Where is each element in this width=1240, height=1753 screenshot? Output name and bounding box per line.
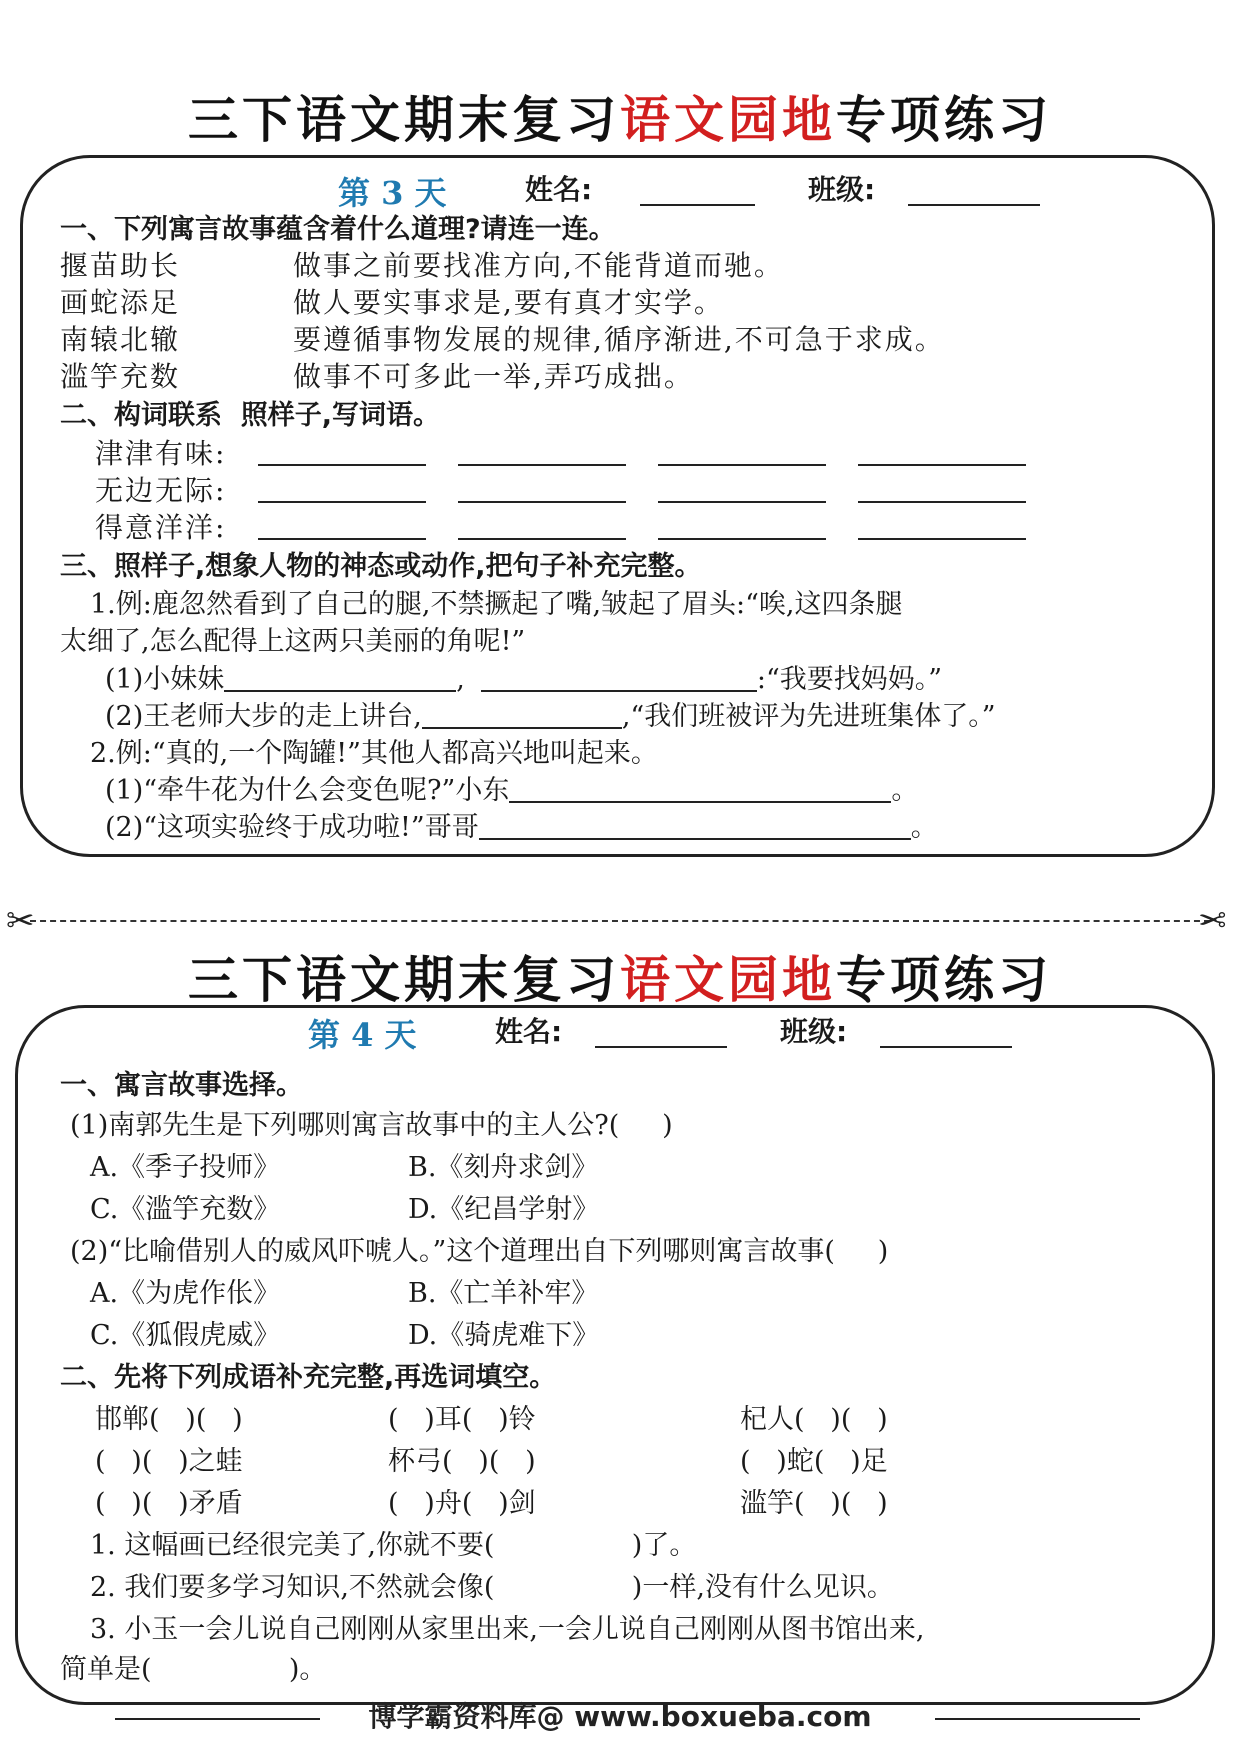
- sheet1-name-label: 姓名:: [525, 173, 593, 206]
- sheet2-fill-3-line2: 简单是( )。: [60, 1654, 327, 1685]
- sheet1-question-2: (2)王老师大步的走上讲台, ,“我们班被评为先进班集体了。”: [105, 701, 996, 732]
- answer-blank[interactable]: [422, 727, 622, 729]
- idiom-fill[interactable]: 滥竽( )( ): [740, 1488, 888, 1519]
- word-blank[interactable]: [858, 538, 1026, 540]
- idiom-fill[interactable]: ( )( )矛盾: [95, 1488, 243, 1519]
- sheet1-example1-line2: 太细了,怎么配得上这两只美丽的角呢!”: [60, 626, 526, 657]
- idiom-fill[interactable]: ( )蛇( )足: [740, 1446, 888, 1477]
- sheet2-q1-option-d[interactable]: D.《纪昌学射》: [408, 1194, 600, 1225]
- sheet2-question-2: (2)“比喻借别人的威风吓唬人。”这个道理出自下列哪则寓言故事( ): [70, 1236, 889, 1267]
- answer-blank[interactable]: [479, 838, 911, 840]
- sheet1-example1-line1: 1.例:鹿忽然看到了自己的腿,不禁撅起了嘴,皱起了眉头:“唉,这四条腿: [90, 589, 903, 620]
- sheet1-section3-heading: 三、照样子,想象人物的神态或动作,把句子补充完整。: [60, 551, 702, 582]
- sheet2-section1-heading: 一、寓言故事选择。: [60, 1070, 303, 1101]
- idiom-fill[interactable]: ( )舟( )剑: [388, 1488, 536, 1519]
- sheet1-meaning-2: 做人要实事求是,要有真才实学。: [293, 286, 724, 319]
- sheet2-q2-option-a[interactable]: A.《为虎作伥》: [90, 1278, 281, 1309]
- sheet1-class-blank[interactable]: [908, 204, 1040, 206]
- sheet2-q2-option-b[interactable]: B.《亡羊补牢》: [408, 1278, 599, 1309]
- sheet1-name-blank[interactable]: [640, 204, 755, 206]
- answer-blank[interactable]: [509, 801, 891, 803]
- sheet1-idiom-1: 揠苗助长: [60, 249, 181, 282]
- word-blank[interactable]: [458, 464, 626, 466]
- sheet1-word-2: 无边无际:: [95, 474, 227, 507]
- footer-watermark: 博学霸资料库@ www.boxueba.com: [368, 1700, 872, 1733]
- sheet1-section1-heading: 一、下列寓言故事蕴含着什么道理?请连一连。: [60, 214, 616, 245]
- sheet2-q2-option-c[interactable]: C.《狐假虎威》: [90, 1320, 281, 1351]
- sheet1-example2: 2.例:“真的,一个陶罐!”其他人都高兴地叫起来。: [90, 738, 658, 769]
- cut-line: [30, 920, 1210, 922]
- word-blank[interactable]: [658, 464, 826, 466]
- word-blank[interactable]: [258, 464, 426, 466]
- sheet2-fill-1: 1. 这幅画已经很完美了,你就不要( )了。: [90, 1530, 697, 1561]
- word-blank[interactable]: [858, 464, 1026, 466]
- idiom-fill[interactable]: ( )( )之蛙: [95, 1446, 243, 1477]
- word-blank[interactable]: [458, 501, 626, 503]
- word-blank[interactable]: [258, 501, 426, 503]
- answer-blank[interactable]: [481, 690, 757, 692]
- sheet2-name-label: 姓名:: [495, 1015, 563, 1048]
- sheet1-meaning-3: 要遵循事物发展的规律,循序渐进,不可急于求成。: [293, 323, 945, 356]
- sheet2-question-1: (1)南郭先生是下列哪则寓言故事中的主人公?( ): [70, 1110, 673, 1141]
- sheet2-q1-option-c[interactable]: C.《滥竽充数》: [90, 1194, 281, 1225]
- sheet2-section2-heading: 二、先将下列成语补充完整,再选词填空。: [60, 1362, 557, 1393]
- sheet1-idiom-3: 南辕北辙: [60, 323, 181, 356]
- sheet1-idiom-2: 画蛇添足: [60, 286, 181, 319]
- sheet2-day: 第 4 天: [308, 1016, 417, 1054]
- sheet1-meaning-1: 做事之前要找准方向,不能背道而驰。: [293, 249, 784, 282]
- sheet1-word-3: 得意洋洋:: [95, 511, 227, 544]
- sheet1-meaning-4: 做事不可多此一举,弄巧成拙。: [293, 360, 694, 393]
- sheet1-idiom-4: 滥竽充数: [60, 360, 181, 393]
- footer-rule-right: [935, 1718, 1140, 1720]
- scissors-icon: ✂: [6, 901, 35, 941]
- sheet1-day: 第 3 天: [338, 174, 447, 212]
- sheet2-name-blank[interactable]: [595, 1046, 727, 1048]
- answer-blank[interactable]: [224, 690, 456, 692]
- sheet1-question-1: (1)小妹妹 , :“我要找妈妈。”: [105, 664, 943, 695]
- idiom-fill[interactable]: 杯弓( )( ): [388, 1446, 536, 1477]
- word-blank[interactable]: [658, 501, 826, 503]
- sheet1-question-3: (1)“牵牛花为什么会变色呢?”小东 。: [105, 775, 919, 806]
- sheet2-class-blank[interactable]: [880, 1046, 1012, 1048]
- word-blank[interactable]: [258, 538, 426, 540]
- word-blank[interactable]: [858, 501, 1026, 503]
- word-blank[interactable]: [458, 538, 626, 540]
- sheet1-class-label: 班级:: [808, 173, 876, 206]
- sheet1-title: 三下语文期末复习语文园地专项练习: [188, 91, 1052, 149]
- idiom-fill[interactable]: 邯郸( )( ): [95, 1404, 243, 1435]
- sheet2-q2-option-d[interactable]: D.《骑虎难下》: [408, 1320, 600, 1351]
- sheet2-title: 三下语文期末复习语文园地专项练习: [188, 951, 1052, 1009]
- sheet2-class-label: 班级:: [780, 1015, 848, 1048]
- idiom-fill[interactable]: ( )耳( )铃: [388, 1404, 536, 1435]
- idiom-fill[interactable]: 杞人( )( ): [740, 1404, 888, 1435]
- sheet2-fill-2: 2. 我们要多学习知识,不然就会像( )一样,没有什么见识。: [90, 1572, 894, 1603]
- word-blank[interactable]: [658, 538, 826, 540]
- scissors-icon: ✂: [1198, 901, 1227, 941]
- sheet1-section2-heading: 二、构词联系 照样子,写词语。: [60, 400, 441, 431]
- sheet2-fill-3-line1: 3. 小玉一会儿说自己刚刚从家里出来,一会儿说自己刚刚从图书馆出来,: [90, 1614, 925, 1645]
- sheet2-q1-option-b[interactable]: B.《刻舟求剑》: [408, 1152, 599, 1183]
- sheet1-question-4: (2)“这项实验终于成功啦!”哥哥 。: [105, 812, 938, 843]
- sheet2-q1-option-a[interactable]: A.《季子投师》: [90, 1152, 281, 1183]
- sheet1-word-1: 津津有味:: [95, 437, 227, 470]
